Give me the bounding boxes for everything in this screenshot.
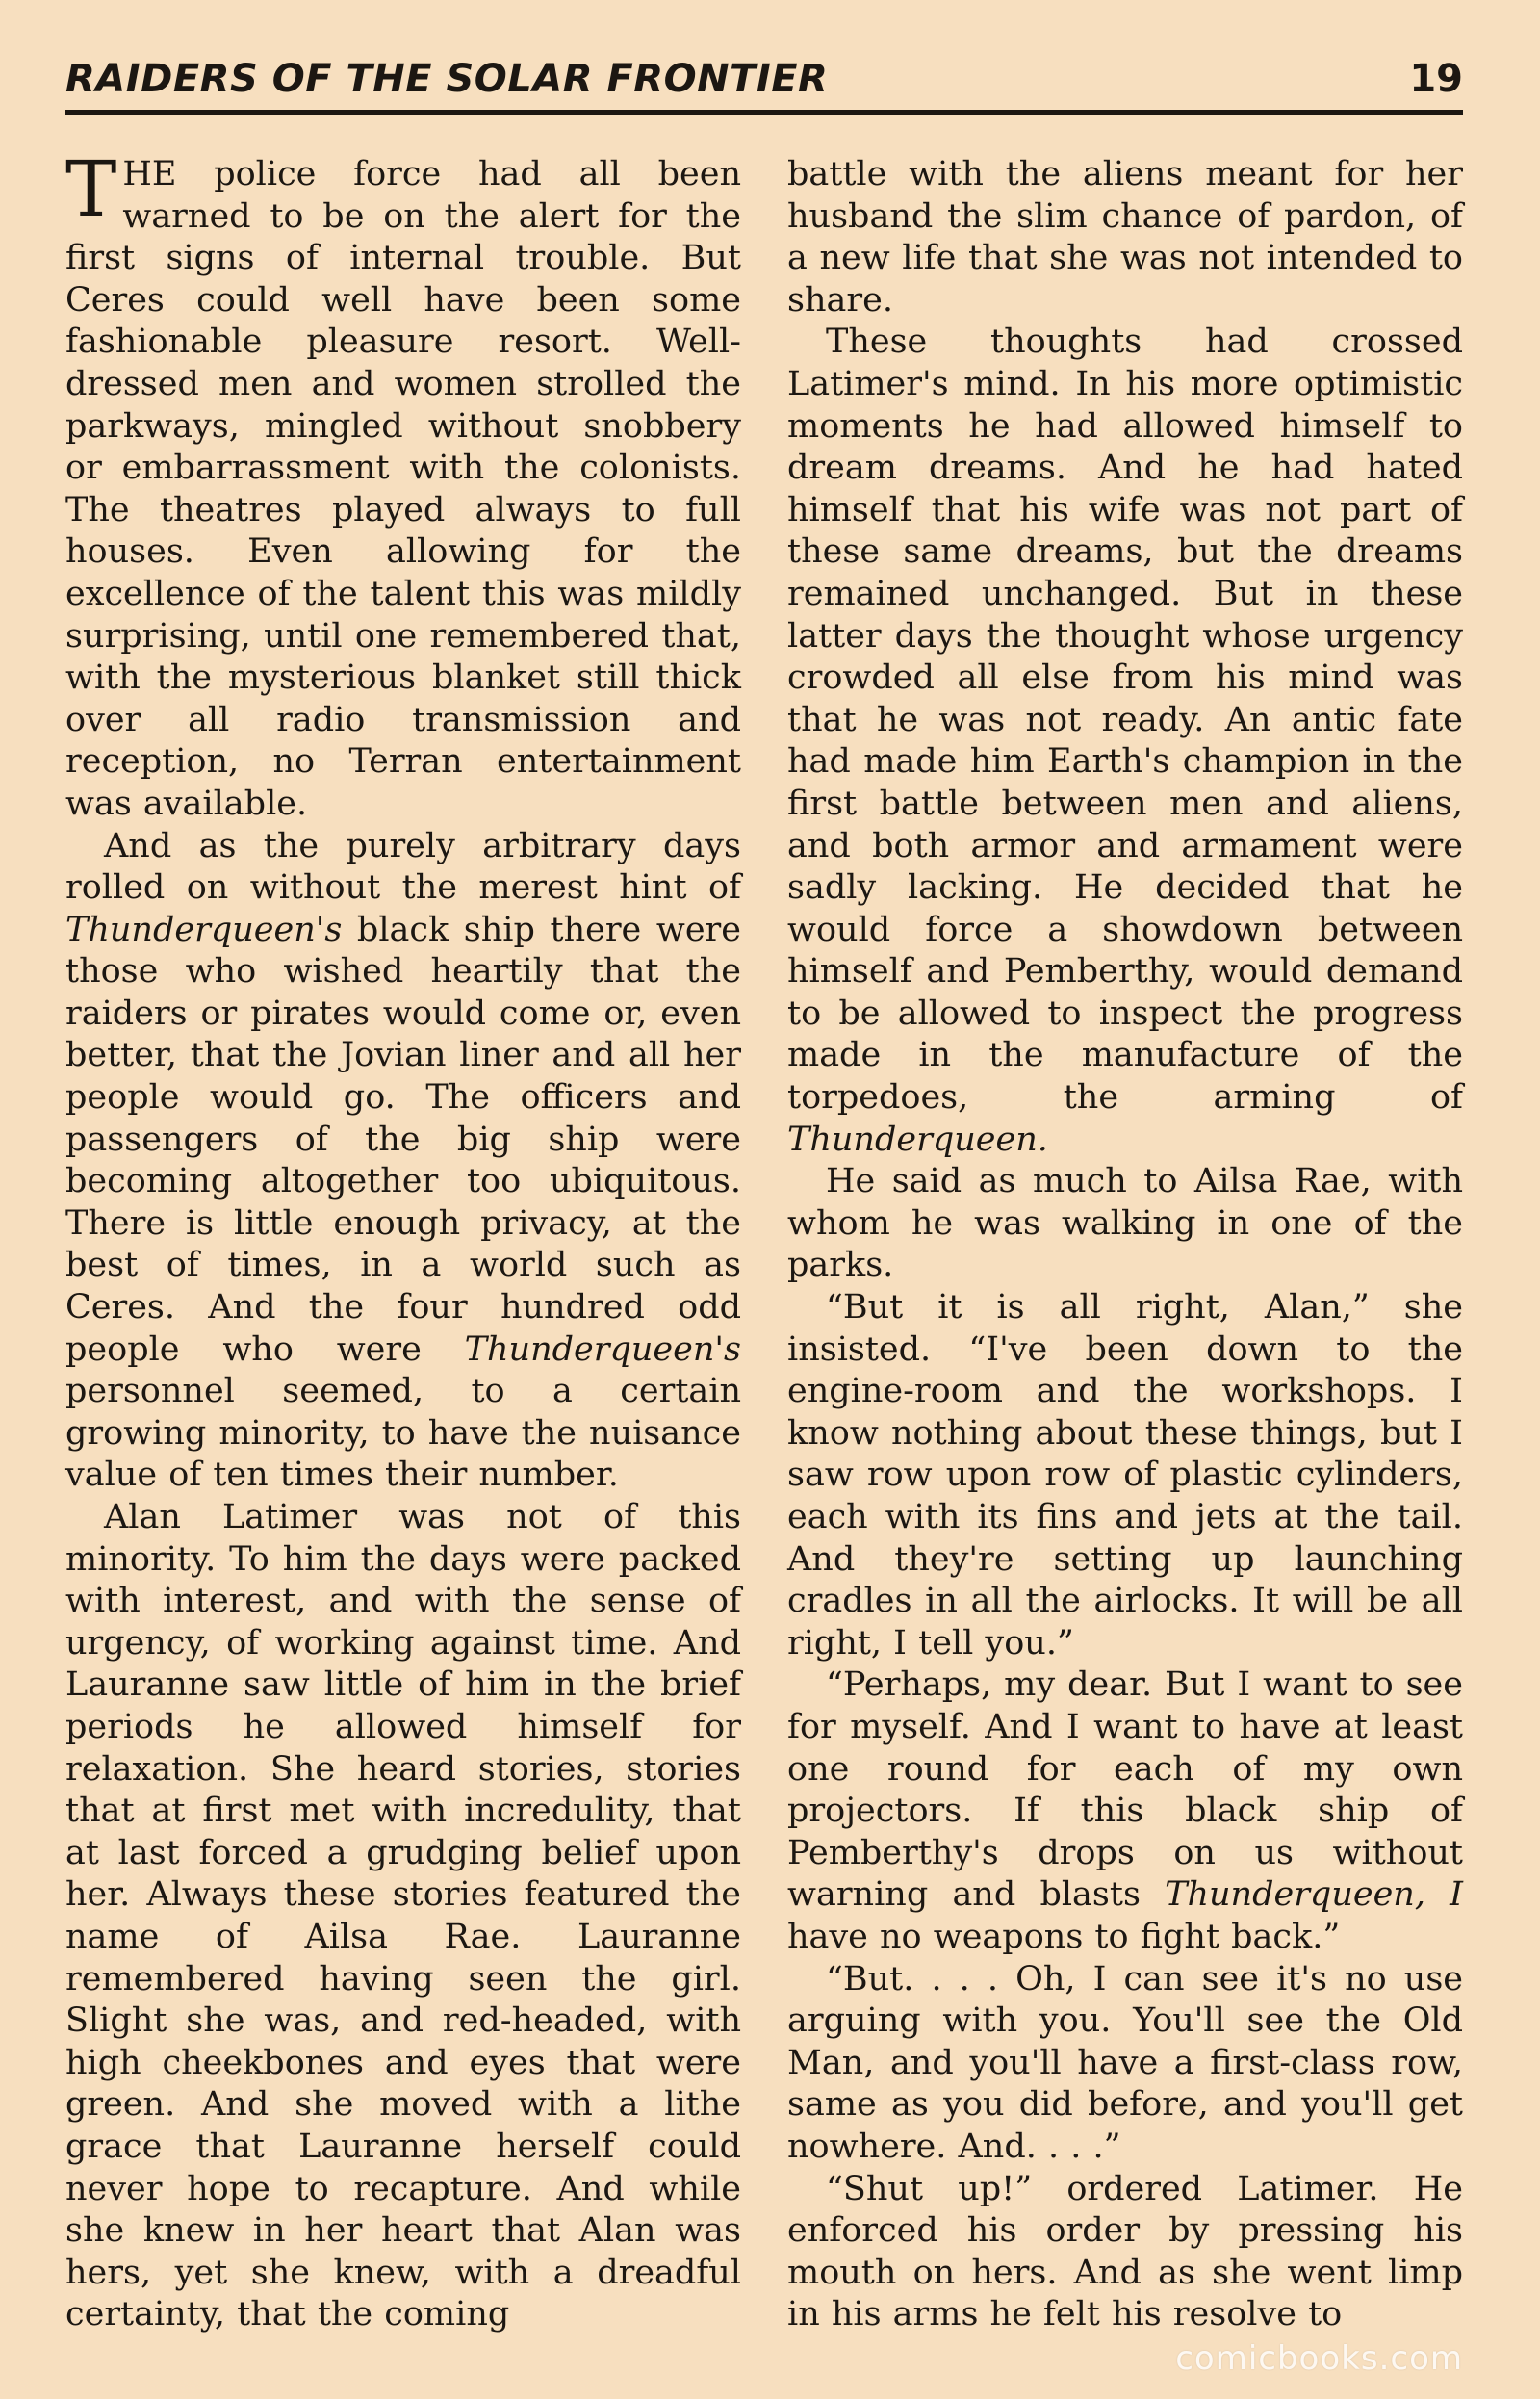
small-caps-lead: HE xyxy=(122,155,177,193)
paragraph xyxy=(787,1664,1463,1958)
header-rule xyxy=(65,110,1463,115)
ship-name: Thunderqueen, I xyxy=(1165,1875,1463,1915)
paragraph-text: have no weapons to fight back.” xyxy=(787,1917,1341,1956)
watermark: comicbooks.com xyxy=(1175,2339,1463,2378)
paragraph xyxy=(65,1497,741,2336)
paragraph-text: And as the purely arbitrary days rolled on without the merest hint of xyxy=(65,826,741,908)
ship-name: Thunderqueen's xyxy=(65,910,343,949)
paragraph xyxy=(65,826,741,1498)
paragraph xyxy=(787,154,1463,322)
paragraph xyxy=(787,1287,1463,1664)
right-column xyxy=(787,154,1463,2336)
drop-cap: T xyxy=(65,144,117,234)
paragraph-text: “But it is all right, Alan,” she insisted. “I've been down to the engine-room and the workshops. I know nothing about these things, but I saw row upon row of plastic cylinders, each with its fins and jets at the tail. And they're setting up launching cradles in all the airlocks. It will be all right, I tell you.” xyxy=(787,1288,1463,1663)
paragraph-text: “Perhaps, my dear. But I want to see for myself. And I want to have at least one round for each of my own projectors. If this black ship of Pemberthy's drops on us without warning and blasts xyxy=(787,1665,1463,1915)
paragraph-text: battle with the aliens meant for her husband the slim chance of pardon, of a new life that she was not intended to share. xyxy=(787,155,1463,320)
paragraph-text: He said as much to Ailsa Rae, with whom he was walking in one of the parks. xyxy=(787,1162,1463,1285)
paragraph xyxy=(65,144,741,826)
paragraph-text: Alan Latimer was not of this minority. To him the days were packed with interest, and with the sense of urgency, of working against time. And Lauranne saw little of him in the brief periods he allowed himself for relaxation. She heard stories, stories that at first met with incredulity, that at last forced a grudging belief upon her. Always these stories featured the name of Ailsa Rae. Lauranne remembered having seen the girl. Slight she was, and red-headed, with high cheekbones and eyes that were green. And she moved with a lithe grace that Lauranne herself could never hope to recapture. And while she knew in her heart that Alan was hers, yet she knew, with a dreadful certainty, that the coming xyxy=(65,1498,741,2335)
paragraph xyxy=(787,2169,1463,2336)
paragraph-text: “But. . . . Oh, I can see it's no use arguing with you. You'll see the Old Man, and you'll have a first-class row, same as you did before, and you'll get nowhere. And. . . .” xyxy=(787,1959,1463,2166)
paragraph xyxy=(787,322,1463,1161)
paragraph-text: black ship there were those who wished heartily that the raiders or pirates would come or, even better, that the Jovian liner and all her people would go. The officers and passengers of the big ship were becoming altogether too ubiquitous. There is little enough privacy, at the best of times, in a world such as Ceres. And the four hundred odd people who were xyxy=(65,910,741,1369)
ship-name: Thunderqueen. xyxy=(787,1120,1048,1159)
paragraph xyxy=(787,1959,1463,2169)
paragraph-text: These thoughts had crossed Latimer's mind. In his more optimistic moments he had allowed himself to dream dreams. And he had hated himself that his wife was not part of these same dreams, but the dreams remained unchanged. But in these latter days the thought whose urgency crowded all else from his mind was that he was not ready. An antic fate had made him Earth's champion in the first battle between men and aliens, and both armor and armament were sadly lacking. He decided that he would force a showdown between himself and Pemberthy, would demand to be allowed to inspect the progress made in the manufacture of the torpedoes, the arming of xyxy=(787,322,1463,1118)
ship-name: Thunderqueen's xyxy=(464,1329,741,1369)
page-number: 19 xyxy=(1409,57,1463,101)
page-header xyxy=(65,54,1463,104)
running-title: RAIDERS OF THE SOLAR FRONTIER xyxy=(65,57,829,101)
paragraph-text: “Shut up!” ordered Latimer. He enforced his order by pressing his mouth on hers. And as she went limp in his arms he felt his resolve to xyxy=(787,2169,1463,2335)
paragraph xyxy=(787,1161,1463,1287)
paragraph-text: police force had all been warned to be on the alert for the first signs of internal trouble. But Ceres could well have been some fashionable pleasure resort. Well-dressed men and women strolled the parkways, mingled without snobbery or embarrassment with the colonists. The theatres played always to full houses. Even allowing for the excellence of the talent this was mildly surprising, until one remembered that, with the mysterious blanket still thick over all radio transmission and reception, no Terran entertainment was available. xyxy=(65,155,741,823)
paragraph-text: personnel seemed, to a certain growing minority, to have the nuisance value of ten times their number. xyxy=(65,1372,741,1495)
left-column xyxy=(65,144,741,2336)
